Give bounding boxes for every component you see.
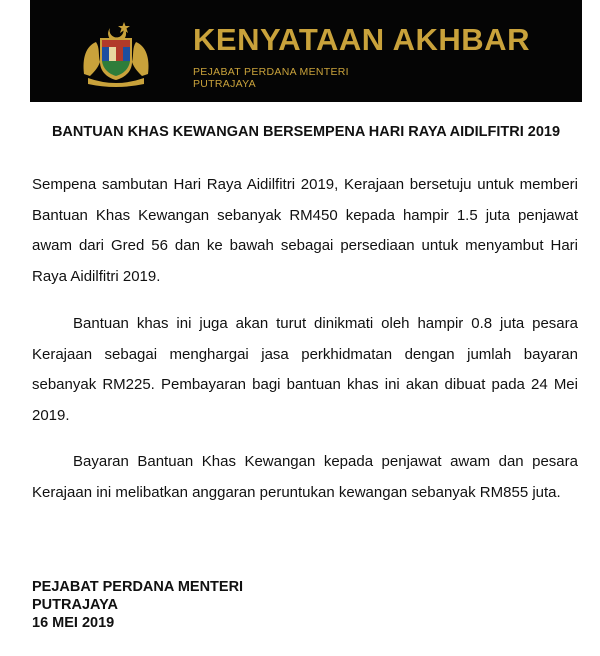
signature-date: 16 MEI 2019 [32,615,115,631]
signature-office: PEJABAT PERDANA MENTERI [32,579,244,595]
malaysia-coat-of-arms-icon [80,18,152,88]
signature-place: PUTRAJAYA [32,597,118,613]
press-release-banner [30,0,582,102]
paragraph-2: Bantuan khas ini juga akan turut dinikmati oleh hampir 0.8 juta pesara Kerajaan sebagai menghargai jasa perkhidmatan dengan jumlah bayaran sebanyak RM225. Pembayaran bagi bantuan khas ini akan dibuat pada 24 Mei 2019. [32,315,578,424]
paragraph-3: Bayaran Bantuan Khas Kewangan kepada penjawat awam dan pesara Kerajaan ini melibatkan anggaran peruntukan kewangan sebanyak RM855 juta. [32,453,578,501]
banner-subtitle-office: PEJABAT PERDANA MENTERI [193,66,349,78]
document-headline: BANTUAN KHAS KEWANGAN BERSEMPENA HARI RAYA AIDILFITRI 2019 [51,124,561,140]
banner-title: KENYATAAN AKHBAR [193,22,530,57]
banner-subtitle [193,66,349,90]
signature-block [32,578,243,632]
paragraph-1: Sempena sambutan Hari Raya Aidilfitri 2019, Kerajaan bersetuju untuk memberi Bantuan Khas Kewangan sebanyak RM450 kepada hampir 1.5 juta penjawat awam dari Gred 56 dan ke bawah sebagai persediaan untuk menyambut Hari Raya Aidilfitri 2019. [32,176,578,285]
banner-subtitle-place: PUTRAJAYA [193,78,256,90]
